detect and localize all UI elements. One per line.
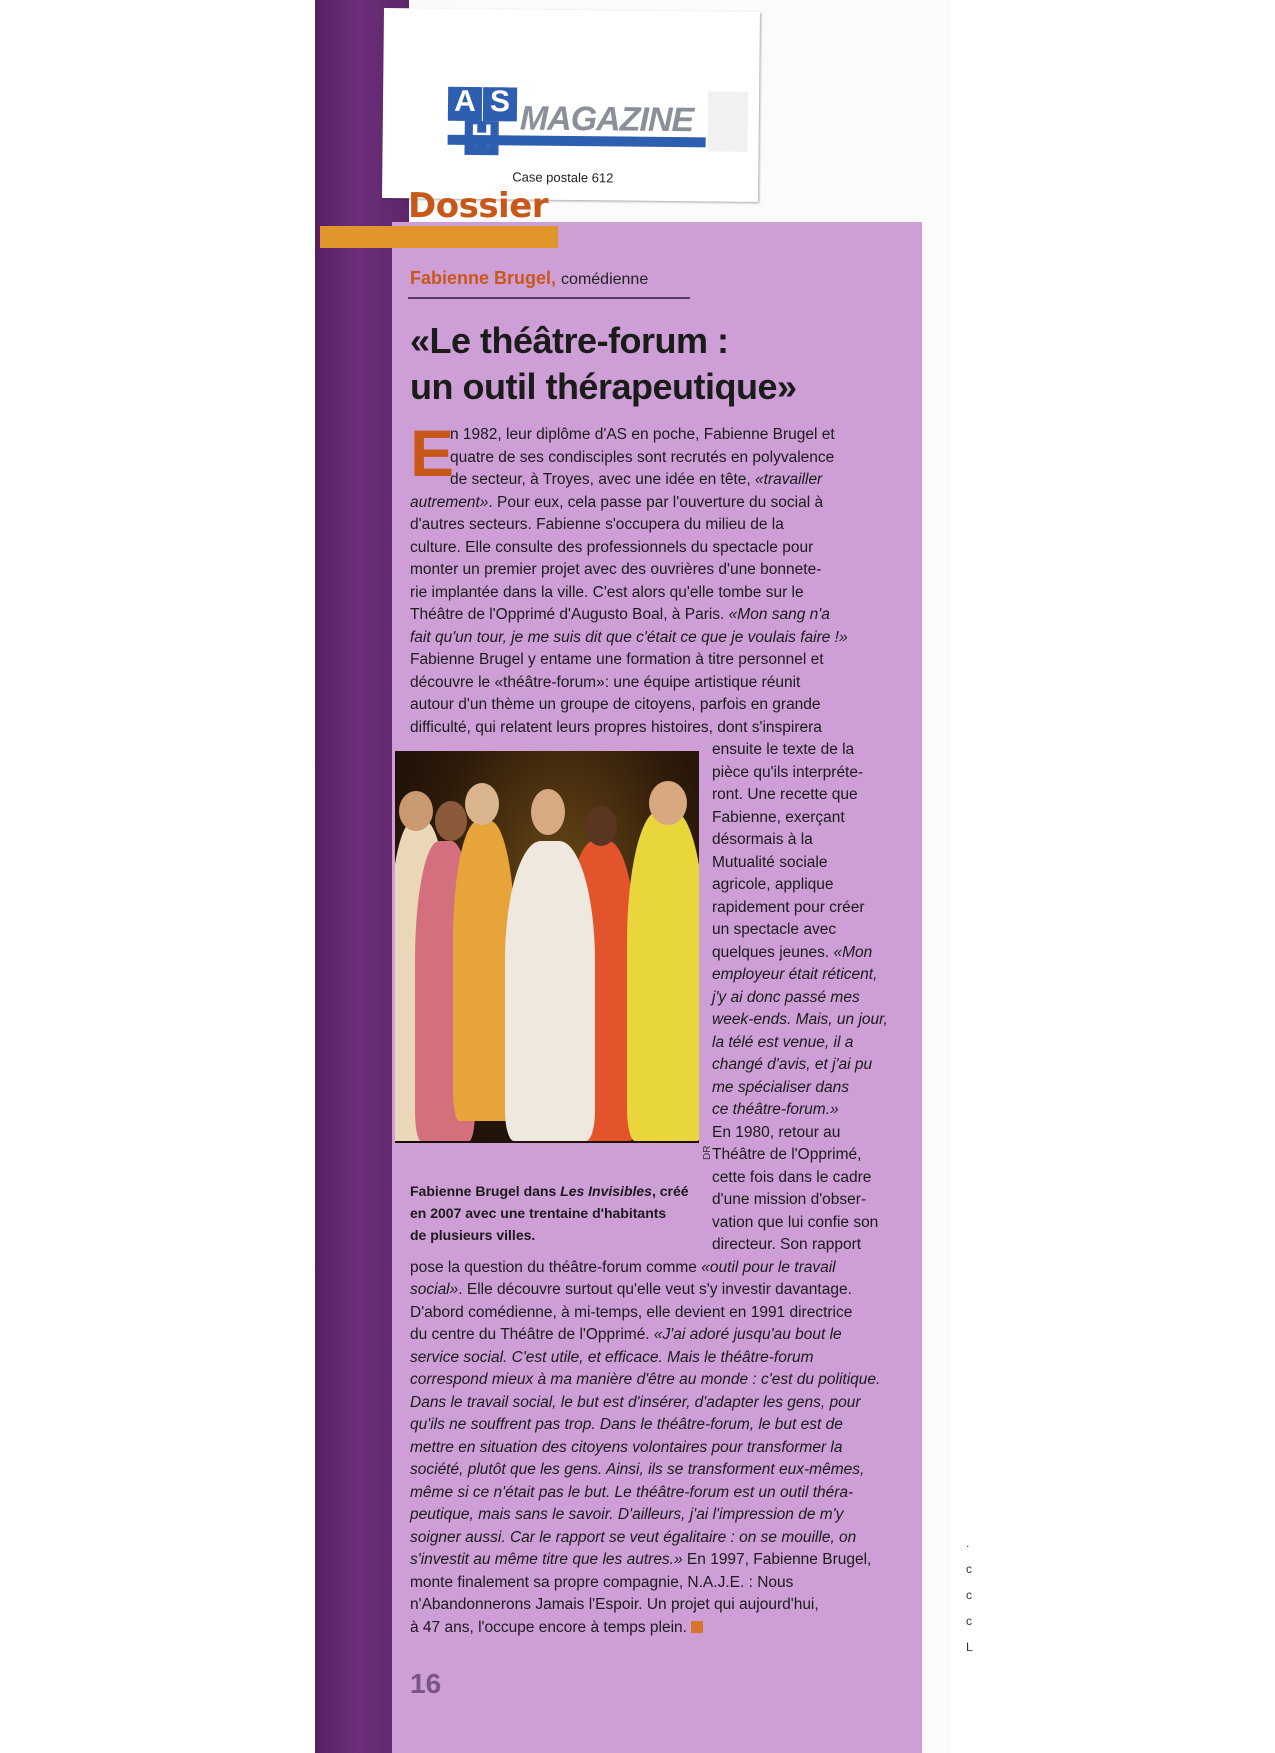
italic-segment: ce théâtre-forum.» [712, 1101, 839, 1118]
section-title: Dossier [408, 186, 549, 226]
text-segment: Fabienne, exerçant [712, 808, 845, 826]
italic-segment: «Mon sang n'a [728, 606, 830, 623]
text-line [410, 1302, 880, 1325]
text-line [712, 739, 888, 762]
text-segment: rie implantée dans la ville. C'est alors qu'elle tombe sur le [410, 583, 804, 601]
text-segment: rapidement pour créer [712, 898, 865, 916]
text-segment: n'Abandonnerons Jamais l'Espoir. Un projet qui aujourd'hui, [410, 1596, 819, 1613]
photo-credit: DR [702, 1145, 713, 1160]
photo-caption [410, 1180, 689, 1246]
text-line [712, 1234, 888, 1257]
text-segment: D'abord comédienne, à mi-temps, elle devient en 1991 directrice [410, 1303, 853, 1321]
text-line [712, 829, 888, 852]
text-segment: Mutualité sociale [712, 853, 828, 871]
byline-role: comédienne [561, 271, 649, 288]
text-segment: monter un premier projet avec des ouvrières d'une bonnete- [410, 561, 822, 578]
text-segment: de secteur, à Troyes, avec une idée en tête, [450, 471, 756, 488]
text-line [712, 1032, 888, 1055]
text-line [410, 1324, 880, 1347]
text-line [712, 1099, 888, 1122]
clipping-address: Case postale 612 [512, 169, 614, 186]
text-line [410, 1437, 880, 1460]
text-segment: Fabienne Brugel y entame une formation à titre personnel et [410, 651, 824, 668]
text-segment: monte finalement sa propre compagnie, N.A.J.E. : Nous [410, 1573, 794, 1591]
text-line [712, 1167, 888, 1190]
text-line [712, 1009, 888, 1032]
text-line [712, 1122, 888, 1145]
text-line [410, 694, 848, 717]
text-segment: du centre du Théâtre de l'Opprimé. [410, 1326, 654, 1343]
italic-segment: autrement» [410, 493, 489, 511]
italic-segment: mettre en situation des citoyens volontaires pour transformer la [410, 1438, 843, 1456]
text-segment: n 1982, leur diplôme d'AS en poche, Fabienne Brugel et [450, 426, 835, 443]
text-line [410, 604, 848, 627]
text-line [712, 897, 888, 920]
drop-cap: E [410, 416, 455, 490]
text-line [712, 762, 888, 785]
headline-line-2: un outil thérapeutique» [410, 366, 797, 407]
text-line [410, 582, 848, 605]
italic-segment: j'y ai donc passé mes [712, 988, 860, 1006]
text-line [450, 447, 835, 470]
byline-rule [408, 297, 690, 299]
text-line [410, 627, 848, 650]
italic-segment: «J'ai adoré jusqu'au bout le [653, 1326, 842, 1343]
headline [410, 318, 797, 410]
text-segment: Fabienne Brugel dans [410, 1183, 561, 1199]
text-segment: . Elle découvre surtout qu'elle veut s'y investir davantage. [458, 1281, 852, 1298]
text-segment: cette fois dans le cadre [712, 1168, 872, 1186]
text-line [712, 874, 888, 897]
text-segment: ensuite le texte de la [712, 741, 855, 758]
text-line [712, 1144, 888, 1167]
text-segment: d'autres secteurs. Fabienne s'occupera du milieu de la [410, 516, 784, 533]
text-line [410, 514, 848, 537]
edge-marks: . c c c L [966, 1536, 973, 1654]
text-line [712, 942, 888, 965]
italic-segment: la télé est venue, il a [712, 1033, 854, 1051]
text-segment: un spectacle avec [712, 921, 837, 938]
text-segment: d'une mission d'obser- [712, 1191, 867, 1208]
byline [410, 268, 648, 289]
text-line [410, 1347, 880, 1370]
text-segment: culture. Elle consulte des professionnels du spectacle pour [410, 538, 814, 556]
logo-letter-s: S [483, 87, 517, 121]
italic-segment: changé d'avis, et j'ai pu [712, 1056, 873, 1073]
article-body-column [712, 739, 888, 1257]
magazine-clipping [382, 8, 760, 202]
italic-segment: correspond mieux à ma manière d'être au monde : c'est du politique. [410, 1371, 881, 1388]
text-line [410, 1459, 880, 1482]
text-line [712, 964, 888, 987]
text-line [410, 559, 848, 582]
headline-line-1: «Le théâtre-forum : [410, 320, 729, 361]
article-body-full [410, 492, 848, 740]
scan-smudge [708, 91, 749, 151]
text-line [410, 537, 848, 560]
byline-name: Fabienne Brugel, [410, 268, 557, 288]
dossier-bar [320, 226, 558, 248]
italic-segment: social» [410, 1281, 459, 1298]
italic-segment: qu'ils ne souffrent pas trop. Dans le théâtre-forum, le but est de [410, 1416, 843, 1433]
text-line [712, 987, 888, 1010]
text-line [712, 1189, 888, 1212]
text-line [410, 1504, 880, 1527]
logo-letter-a: A [448, 87, 482, 121]
text-line [410, 1279, 880, 1302]
article-body-final [410, 1257, 880, 1640]
italic-segment: employeur était réticent, [712, 966, 878, 983]
text-line [410, 1572, 880, 1595]
italic-segment: week-ends. Mais, un jour, [712, 1011, 888, 1028]
italic-segment: même si ce n'était pas le but. Le théâtre-forum est un outil théra- [410, 1483, 854, 1501]
text-segment: ront. Une recette que [712, 786, 858, 803]
text-segment: découvre le «théâtre-forum»: une équipe artistique réunit [410, 673, 801, 691]
text-line [410, 1369, 880, 1392]
end-of-article-mark [691, 1621, 703, 1633]
text-line [410, 1392, 880, 1415]
text-line [410, 672, 848, 695]
italic-segment: s'investit au même titre que les autres.» [410, 1551, 683, 1568]
text-line [712, 1077, 888, 1100]
text-line [410, 1527, 880, 1550]
text-segment: pose la question du théâtre-forum comme [410, 1258, 702, 1276]
ash-logo-letters [447, 84, 518, 158]
text-segment: autour d'un thème un groupe de citoyens, parfois en grande [410, 696, 821, 713]
text-segment: pièce qu'ils interpréte- [712, 763, 864, 781]
italic-segment: peutique, mais sans le savoir. D'ailleurs, j'ai l'impression de m'y [410, 1506, 844, 1523]
text-segment: à 47 ans, l'occupe encore à temps plein. [410, 1618, 687, 1636]
page-number: 16 [410, 1668, 442, 1699]
text-line [450, 424, 835, 447]
text-segment: de plusieurs villes. [410, 1227, 536, 1243]
text-line [410, 717, 848, 740]
text-line [410, 1180, 689, 1202]
text-segment: . Pour eux, cela passe par l'ouverture du social à [488, 493, 824, 511]
italic-segment: soigner aussi. Car le rapport se veut égalitaire : on se mouille, on [410, 1528, 857, 1546]
text-line [712, 1212, 888, 1235]
text-segment: désormais à la [712, 831, 813, 848]
italic-segment: «travailler [755, 471, 823, 488]
text-segment: quelques jeunes. [712, 943, 834, 961]
italic-segment: société, plutôt que les gens. Ainsi, ils se transforment eux-mêmes, [410, 1461, 865, 1478]
performance-photo [395, 751, 699, 1143]
text-line [410, 492, 848, 515]
text-line [712, 852, 888, 875]
text-segment: En 1997, Fabienne Brugel, [682, 1551, 872, 1568]
italic-segment: me spécialiser dans [712, 1078, 849, 1096]
text-line [712, 784, 888, 807]
text-segment: difficulté, qui relatent leurs propres histoires, dont s'inspirera [410, 718, 822, 736]
text-line [410, 1257, 880, 1280]
text-line [410, 1549, 880, 1572]
italic-segment: Les Invisibles [560, 1183, 652, 1199]
text-segment: agricole, applique [712, 876, 834, 893]
italic-segment: «Mon [833, 943, 873, 961]
text-line [410, 1617, 880, 1640]
text-segment: vation que lui confie son [712, 1213, 879, 1231]
text-line [410, 1414, 880, 1437]
italic-segment: «outil pour le travail [701, 1258, 836, 1276]
text-line [712, 807, 888, 830]
article-intro [450, 424, 835, 492]
text-segment: quatre de ses condisciples sont recrutés en polyvalence [450, 448, 835, 466]
italic-segment: fait qu'un tour, je me suis dit que c'était ce que je voulais faire !» [410, 628, 848, 646]
text-line [712, 1054, 888, 1077]
text-line [410, 1594, 880, 1617]
italic-segment: service social. C'est utile, et efficace. Mais le théâtre-forum [410, 1348, 814, 1366]
text-line [410, 1224, 689, 1246]
text-segment: en 2007 avec une trentaine d'habitants [410, 1205, 667, 1221]
text-segment: , créé [651, 1183, 689, 1199]
text-line [410, 1202, 689, 1224]
text-segment: Théâtre de l'Opprimé, [712, 1146, 862, 1163]
text-line [410, 1482, 880, 1505]
text-segment: En 1980, retour au [712, 1123, 841, 1141]
text-segment: Théâtre de l'Opprimé d'Augusto Boal, à Paris. [410, 606, 729, 623]
text-line [410, 649, 848, 672]
text-line [712, 919, 888, 942]
italic-segment: Dans le travail social, le but est d'insérer, d'adapter les gens, pour [410, 1393, 861, 1411]
text-segment: directeur. Son rapport [712, 1236, 862, 1253]
text-line [450, 469, 835, 492]
logo-word: MAGAZINE [519, 99, 694, 140]
